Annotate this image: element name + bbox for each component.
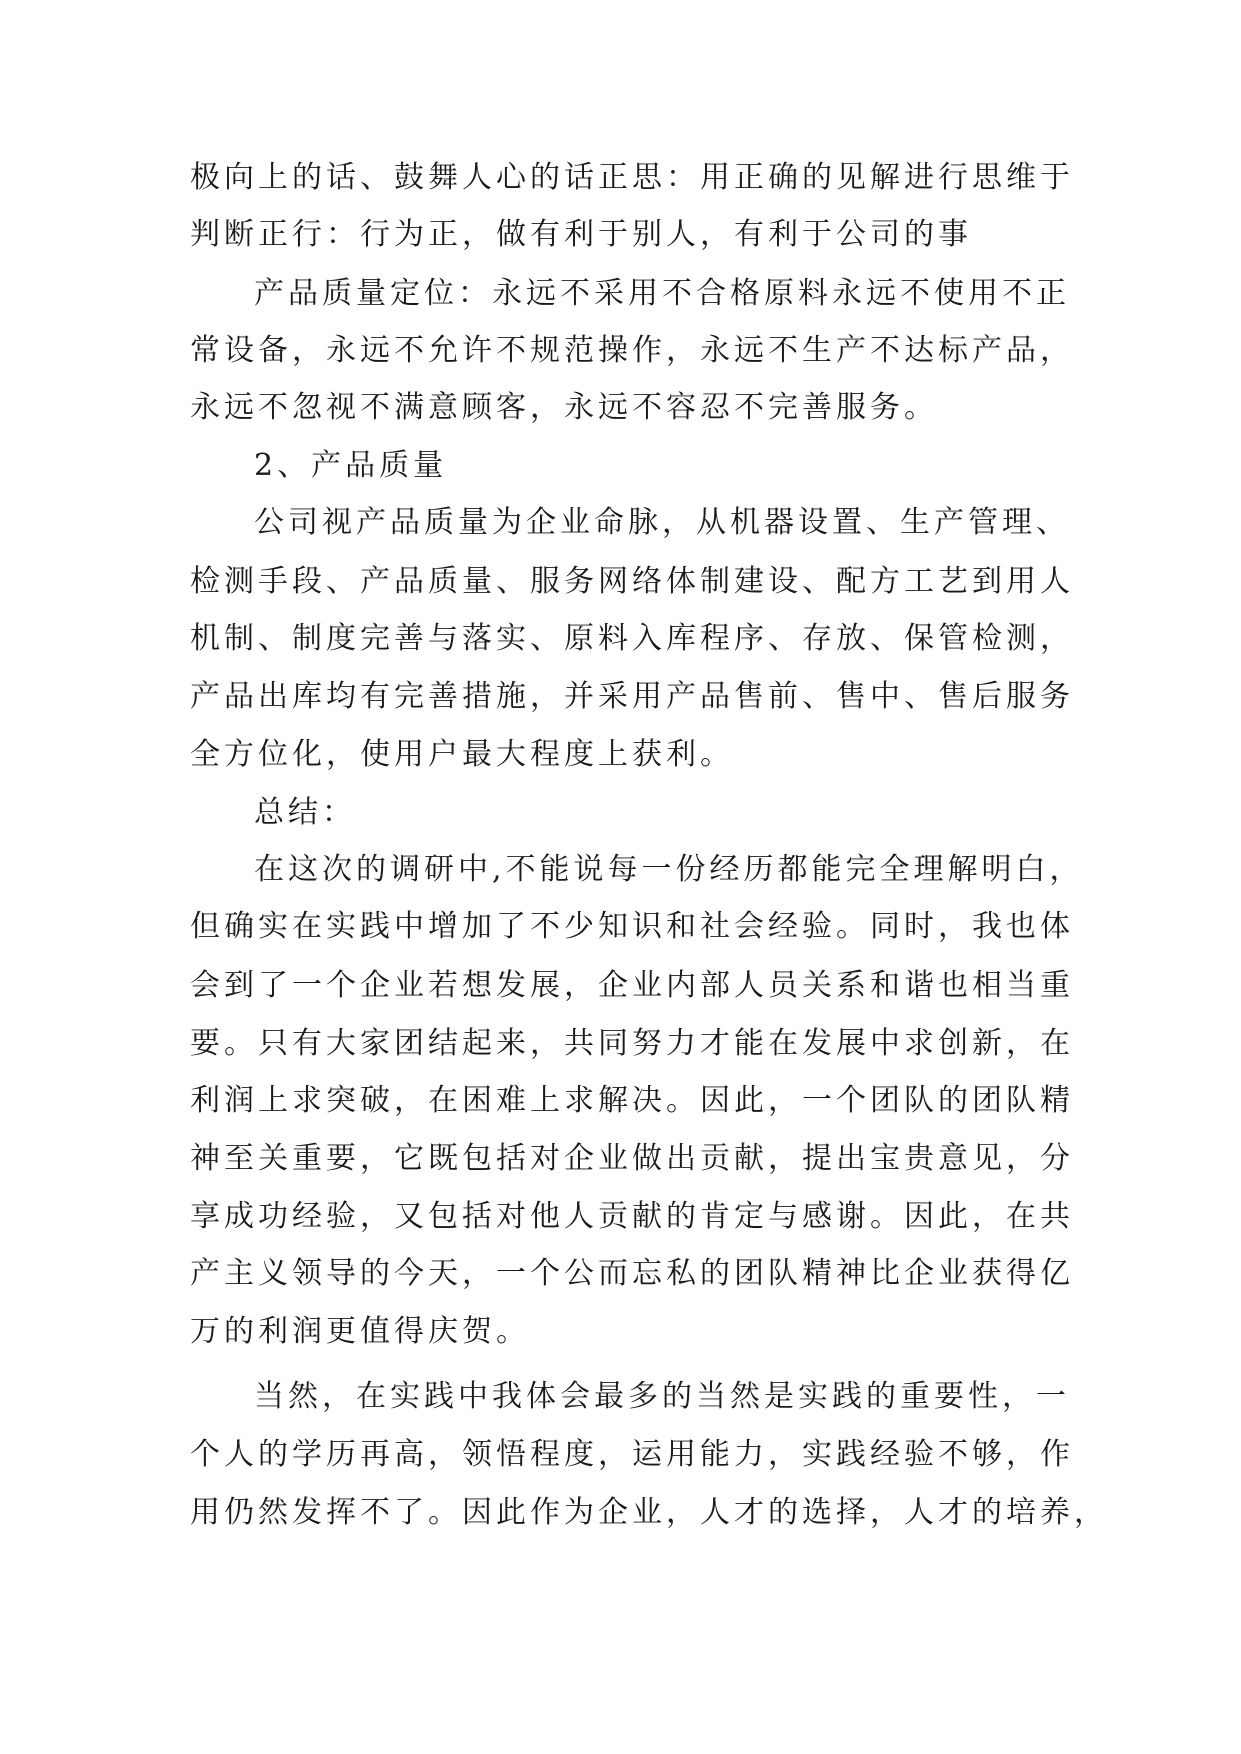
text-line: 在这次的调研中,不能说每一份经历都能完全理解明白， bbox=[254, 852, 1084, 887]
text-line: 但确实在实践中增加了不少知识和社会经验。同时，我也体 bbox=[190, 909, 1074, 944]
text-line: 会到了一个企业若想发展，企业内部人员关系和谐也相当重 bbox=[190, 968, 1074, 1003]
text-line: 公司视产品质量为企业命脉，从机器设置、生产管理、 bbox=[254, 505, 1070, 540]
text-line: 极向上的话、鼓舞人心的话正思：用正确的见解进行思维于 bbox=[190, 160, 1074, 195]
text-line: 全方位化，使用户最大程度上获利。 bbox=[190, 737, 734, 772]
text-line: 利润上求突破，在困难上求解决。因此，一个团队的团队精 bbox=[190, 1083, 1074, 1118]
text-line: 享成功经验，又包括对他人贡献的肯定与感谢。因此，在共 bbox=[190, 1199, 1074, 1234]
text-line: 检测手段、产品质量、服务网络体制建设、配方工艺到用人 bbox=[190, 564, 1074, 599]
section-heading: 2、产品质量 bbox=[254, 448, 448, 483]
section-heading: 总结： bbox=[254, 795, 356, 830]
text-line: 产主义领导的今天，一个公而忘私的团队精神比企业获得亿 bbox=[190, 1256, 1074, 1291]
text-line: 用仍然发挥不了。因此作为企业，人才的选择，人才的培养， bbox=[190, 1495, 1108, 1530]
text-line: 要。只有大家团结起来，共同努力才能在发展中求创新，在 bbox=[190, 1026, 1074, 1061]
text-line: 产品出库均有完善措施，并采用产品售前、售中、售后服务 bbox=[190, 679, 1074, 714]
text-line: 机制、制度完善与落实、原料入库程序、存放、保管检测， bbox=[190, 621, 1074, 656]
text-line: 产品质量定位：永远不采用不合格原料永远不使用不正 bbox=[254, 276, 1070, 311]
text-line: 个人的学历再高，领悟程度，运用能力，实践经验不够，作 bbox=[190, 1437, 1074, 1472]
text-line: 永远不忽视不满意顾客，永远不容忍不完善服务。 bbox=[190, 390, 938, 425]
text-line: 判断正行：行为正，做有利于别人，有利于公司的事 bbox=[190, 217, 972, 252]
text-line: 常设备，永远不允许不规范操作，永远不生产不达标产品， bbox=[190, 333, 1074, 368]
text-line: 万的利润更值得庆贺。 bbox=[190, 1314, 530, 1349]
text-line: 当然，在实践中我体会最多的当然是实践的重要性，一 bbox=[254, 1379, 1070, 1414]
text-line: 神至关重要，它既包括对企业做出贡献，提出宝贵意见，分 bbox=[190, 1141, 1074, 1176]
